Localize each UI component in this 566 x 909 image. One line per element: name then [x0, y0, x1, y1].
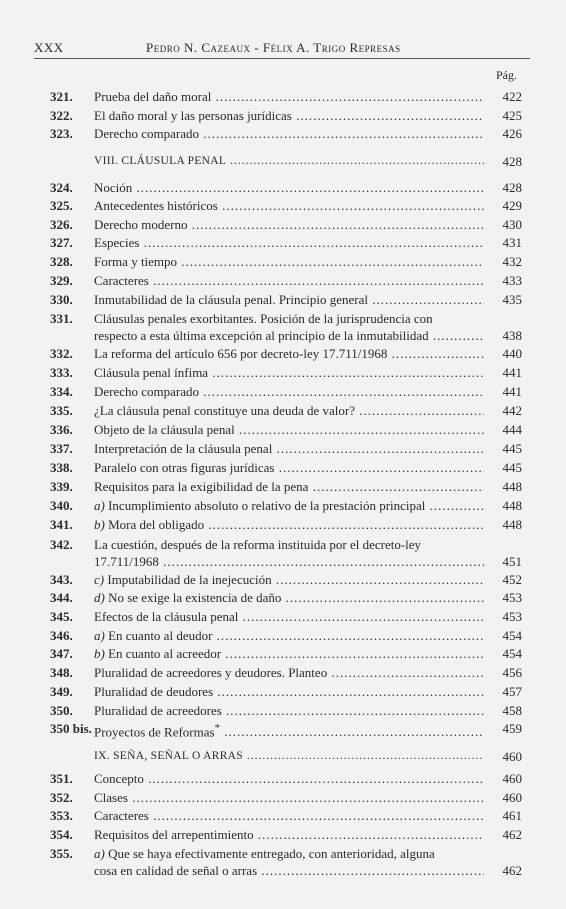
toc-entry-title: Derecho moderno .....	[94, 216, 484, 233]
toc-entry-number: 340.	[50, 498, 73, 513]
toc-entry-number: 348.	[50, 665, 73, 680]
toc-entry-page: 457	[502, 684, 522, 699]
toc-entry-page: 452	[502, 572, 522, 587]
toc-entry-page: 431	[502, 235, 522, 250]
toc-entry-title: Noción .....	[94, 179, 484, 196]
toc-entry-page: 428	[502, 154, 522, 169]
toc-entry-title: Proyectos de Reformas* .....	[94, 720, 484, 740]
toc-entry-title: Caracteres .....	[94, 272, 484, 289]
toc-entry-page: 435	[502, 292, 522, 307]
page-column-label: Pág.	[496, 68, 517, 82]
toc-entry-number: 335.	[50, 403, 73, 418]
toc-entry-number: 336.	[50, 422, 73, 437]
toc-entry-number: 323.	[50, 126, 73, 141]
toc-entry-title-line1: La cuestión, después de la reforma instituida por el decreto-ley	[94, 537, 422, 552]
toc-entry-number: 325.	[50, 198, 73, 213]
toc-entry-title: Inmutabilidad de la cláusula penal. Principio general .....	[94, 291, 484, 308]
toc-entry-page: 462	[502, 863, 522, 878]
toc-entry-page: 460	[502, 749, 522, 764]
toc-entry-page: 453	[502, 590, 522, 605]
toc-entry-title: Pluralidad de acreedores .....	[94, 702, 484, 719]
toc-entry-page: 438	[502, 328, 522, 343]
toc-entry-number: 352.	[50, 790, 73, 805]
toc-entry-number: 347.	[50, 646, 73, 661]
toc-entry-page: 444	[502, 422, 522, 437]
toc-entry-title: Pluralidad de acreedores y deudores. Planteo .....	[94, 664, 484, 681]
toc-entry-number: 349.	[50, 684, 73, 699]
toc-entry-number: 342.	[50, 537, 73, 552]
toc-entry-page: 448	[502, 498, 522, 513]
toc-entry-page: 441	[502, 365, 522, 380]
toc-entry-title: Antecedentes históricos .....	[94, 197, 484, 214]
toc-entry-title: b) Mora del obligado .....	[94, 516, 484, 533]
toc-entry-title: Derecho comparado .....	[94, 383, 484, 400]
toc-entry-page: 441	[502, 384, 522, 399]
toc-entry-title: c) Imputabilidad de la inejecución .....	[94, 571, 484, 588]
toc-entry-number: 328.	[50, 254, 73, 269]
toc-entry-title: Clases .....	[94, 789, 484, 806]
toc-entry-number: 329.	[50, 273, 73, 288]
toc-entry-page: 426	[502, 126, 522, 141]
toc-entry-title: Objeto de la cláusula penal .....	[94, 421, 484, 438]
toc-entry-title: Requisitos para la exigibilidad de la pena .....	[94, 478, 484, 495]
toc-entry-page: 445	[502, 460, 522, 475]
toc-entry-number: 338.	[50, 460, 73, 475]
toc-entry-page: 429	[502, 198, 522, 213]
toc-entry-title: Requisitos del arrepentimiento .....	[94, 826, 484, 843]
toc-entry-title: Prueba del daño moral .....	[94, 88, 484, 105]
toc-entry-page: 458	[502, 703, 522, 718]
toc-entry-title: d) No se exige la existencia de daño .....	[94, 589, 484, 606]
toc-entry-number: 343.	[50, 572, 73, 587]
toc-entry-page: 445	[502, 441, 522, 456]
toc-entry-number: 326.	[50, 217, 73, 232]
toc-entry-number: 339.	[50, 479, 73, 494]
toc-entry-title: b) En cuanto al acreedor .....	[94, 645, 484, 662]
toc-entry-number: 332.	[50, 346, 73, 361]
toc-entry-number: 330.	[50, 292, 73, 307]
toc-entry-number: 354.	[50, 827, 73, 842]
toc-entry-title-line2: respecto a esta última excepción al principio de la inmutabilidad .....	[94, 327, 484, 344]
toc-entry-page: 461	[502, 808, 522, 823]
toc-entry-page: 440	[502, 346, 522, 361]
toc-entry-number: 341.	[50, 517, 73, 532]
toc-entry-title-line2: 17.711/1968 .....	[94, 553, 484, 570]
toc-entry-title: Caracteres .....	[94, 807, 484, 824]
toc-entry-number: 324.	[50, 180, 73, 195]
toc-entry-title: VIII. CLÁUSULA PENAL .....	[94, 153, 484, 170]
toc-entry-page: 432	[502, 254, 522, 269]
toc-entry-title: La reforma del artículo 656 por decreto-ley 17.711/1968 .....	[94, 345, 484, 362]
toc-entry-page: 433	[502, 273, 522, 288]
toc-entry-page: 460	[502, 790, 522, 805]
toc-entry-number: 331.	[50, 311, 73, 326]
toc-entry-title-line1: Cláusulas penales exorbitantes. Posición de la jurisprudencia con	[94, 311, 433, 326]
toc-entry-title: El daño moral y las personas jurídicas .....	[94, 107, 484, 124]
toc-entry-page: 448	[502, 517, 522, 532]
toc-entry-page: 456	[502, 665, 522, 680]
toc-entry-number: 351.	[50, 771, 73, 786]
toc-entry-page: 425	[502, 108, 522, 123]
toc-entry-title: Forma y tiempo .....	[94, 253, 484, 270]
toc-entry-page: 460	[502, 771, 522, 786]
toc-entry-number: 322.	[50, 108, 73, 123]
toc-entry-number: 353.	[50, 808, 73, 823]
toc-entry-title: Concepto .....	[94, 770, 484, 787]
toc-entry-title: Derecho comparado .....	[94, 125, 484, 142]
toc-entry-page: 459	[502, 721, 522, 736]
toc-entry-title: Cláusula penal ínfima .....	[94, 364, 484, 381]
toc-entry-number: 350 bis.	[50, 721, 92, 736]
page-number: XXX	[34, 40, 64, 55]
toc-entry-number: 346.	[50, 628, 73, 643]
toc-entry-page: 462	[502, 827, 522, 842]
running-header	[34, 40, 530, 59]
toc-entry-title: Interpretación de la cláusula penal .....	[94, 440, 484, 457]
toc-entry-title: Paralelo con otras figuras jurídicas .....	[94, 459, 484, 476]
toc-entry-number: 337.	[50, 441, 73, 456]
toc-entry-number: 334.	[50, 384, 73, 399]
toc-entry-title: a) Incumplimiento absoluto o relativo de la prestación principal .....	[94, 497, 484, 514]
toc-entry-number: 345.	[50, 609, 73, 624]
toc-entry-page: 428	[502, 180, 522, 195]
toc-entry-number: 327.	[50, 235, 73, 250]
toc-entry-title-line2: cosa en calidad de señal o arras .....	[94, 862, 484, 879]
toc-entry-number: 350.	[50, 703, 73, 718]
toc-entry-title: a) En cuanto al deudor .....	[94, 627, 484, 644]
toc-entry-page: 451	[502, 554, 522, 569]
toc-entry-page: 430	[502, 217, 522, 232]
toc-entry-page: 454	[502, 646, 522, 661]
toc-entry-page: 422	[502, 89, 522, 104]
toc-entry-number: 355.	[50, 846, 73, 861]
toc-entry-title: IX. SEÑA, SEÑAL O ARRAS .....	[94, 748, 484, 765]
toc-entry-title-line1: a) Que se haya efectivamente entregado, con anterioridad, alguna	[94, 846, 435, 861]
toc-entry-title: Efectos de la cláusula penal .....	[94, 608, 484, 625]
toc-entry-page: 453	[502, 609, 522, 624]
toc-entry-number: 344.	[50, 590, 73, 605]
toc-entry-title: Pluralidad de deudores .....	[94, 683, 484, 700]
toc-entry-page: 454	[502, 628, 522, 643]
running-header-authors: Pedro N. Cazeaux - Félix A. Trigo Represas	[146, 40, 401, 55]
toc-entry-number: 321.	[50, 89, 73, 104]
toc-entry-number: 333.	[50, 365, 73, 380]
toc-entry-title: Especies .....	[94, 234, 484, 251]
toc-entry-page: 448	[502, 479, 522, 494]
toc-entry-title: ¿La cláusula penal constituye una deuda de valor? .....	[94, 402, 484, 419]
footnote-marker: *	[214, 722, 221, 734]
toc-entry-page: 442	[502, 403, 522, 418]
